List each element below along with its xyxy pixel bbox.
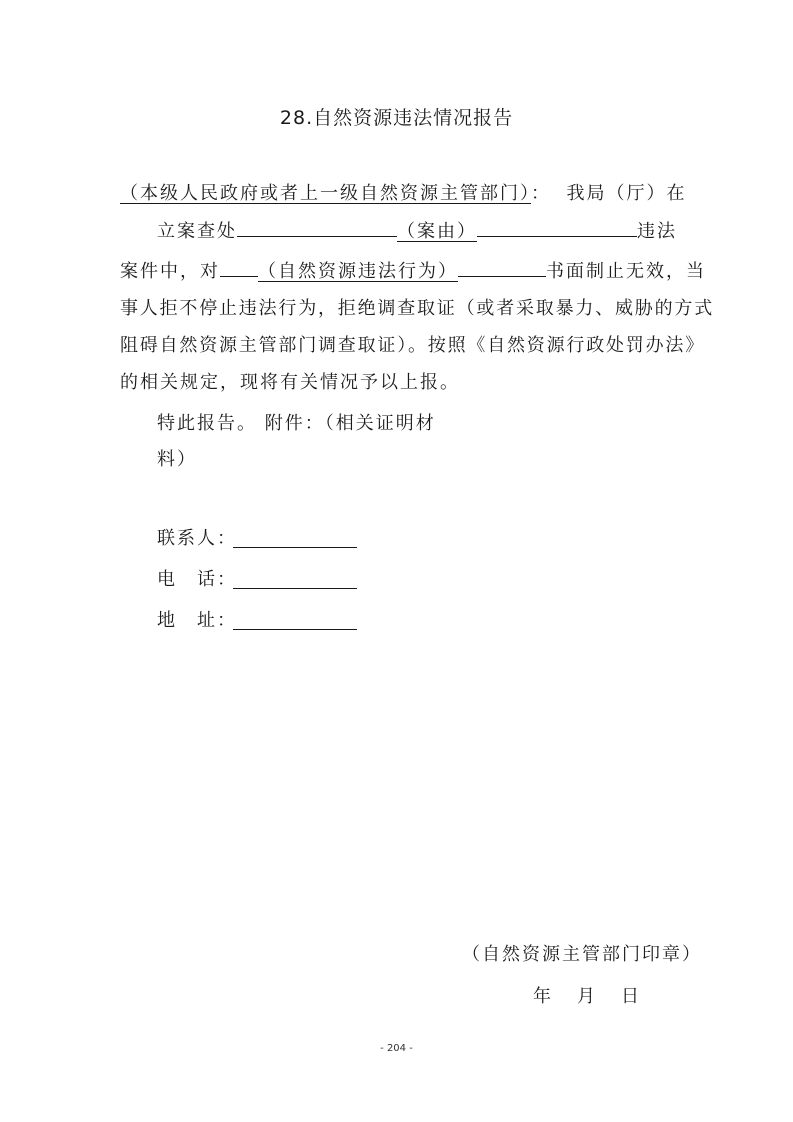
seal-label: （自然资源主管部门印章） <box>462 944 702 965</box>
case-reason-field: （案由） <box>397 221 477 242</box>
contact-label: 联系人： <box>157 528 237 549</box>
date-label: 年 月 日 <box>533 986 643 1007</box>
line3-lead: 案件中，对 <box>120 261 220 282</box>
body-line-1 <box>120 181 686 207</box>
document-title: 28.自然资源违法情况报告 <box>279 107 514 129</box>
line1-tail: 我局（厅）在 <box>566 183 687 204</box>
line2-tail: 违法 <box>637 221 677 242</box>
violation-blank-left <box>220 258 258 277</box>
body-line-8: 料） <box>157 449 197 470</box>
page-number: - 204 - <box>380 1043 413 1054</box>
body-line-3 <box>120 258 706 285</box>
violation-field: （自然资源违法行为） <box>258 261 458 282</box>
body-line-6: 的相关规定，现将有关情况予以上报。 <box>120 372 460 393</box>
recipient-field: （本级人民政府或者上一级自然资源主管部门） <box>120 183 531 204</box>
phone-label: 电 话： <box>157 569 237 590</box>
case-blank-left <box>237 218 397 237</box>
contact-field-line[interactable] <box>233 547 357 548</box>
recipient-colon: ： <box>531 183 551 204</box>
line2-lead: 立案查处 <box>157 221 237 242</box>
line3-tail: 书面制止无效，当 <box>546 261 706 282</box>
phone-field-line[interactable] <box>233 588 357 589</box>
address-label: 地 址： <box>157 610 237 631</box>
violation-blank-right <box>458 258 546 277</box>
case-blank-right <box>477 218 637 237</box>
body-line-2 <box>157 218 677 245</box>
address-field-line[interactable] <box>233 629 357 630</box>
body-line-7: 特此报告。 附件：（相关证明材 <box>157 413 436 434</box>
body-line-5: 阻碍自然资源主管部门调查取证）。按照《自然资源行政处罚办法》 <box>120 335 705 356</box>
body-line-4: 事人拒不停止违法行为，拒绝调查取证（或者采取暴力、威胁的方式 <box>120 298 714 319</box>
